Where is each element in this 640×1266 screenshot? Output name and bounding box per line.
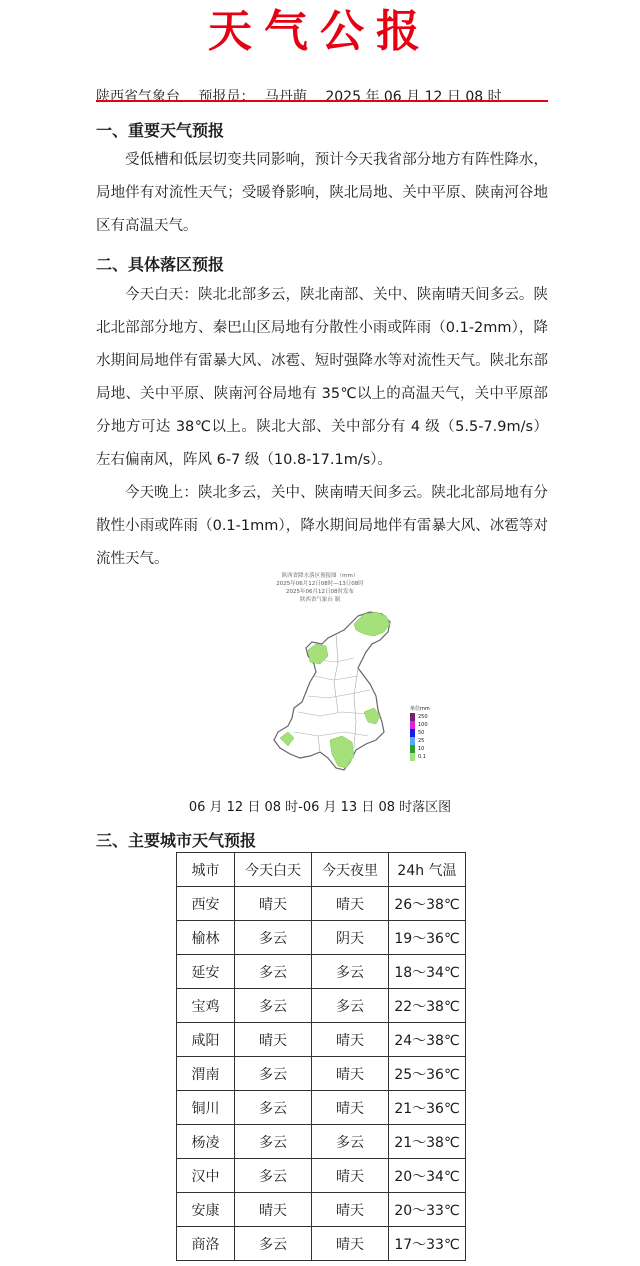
night-weather: 多云: [312, 989, 389, 1023]
section1-text: [96, 144, 548, 243]
legend-item: [410, 729, 430, 737]
night-forecast-paragraph: 今天晚上：陕北多云，关中、陕南晴天间多云。陕北北部局地有分散性小雨或阵雨（0.1-1mm），降水期间局地伴有雷暴大风、冰雹等对流性天气。: [96, 485, 548, 567]
temperature-range: 21～38℃: [389, 1125, 466, 1159]
temperature-range: 21～36℃: [389, 1091, 466, 1125]
column-header-city: 城市: [177, 853, 235, 887]
temperature-range: 20～34℃: [389, 1159, 466, 1193]
table-row: [177, 1091, 466, 1125]
temperature-range: 26～38℃: [389, 887, 466, 921]
section2-heading: 二、具体落区预报: [96, 255, 225, 274]
section2-text: [96, 279, 548, 576]
city-name: 榆林: [177, 921, 235, 955]
table-row: [177, 989, 466, 1023]
city-name: 宝鸡: [177, 989, 235, 1023]
map-maker: 陕西省气象台 制: [299, 597, 341, 603]
legend-label: 250: [418, 713, 428, 720]
night-weather: 晴天: [312, 887, 389, 921]
map-title: 陕西省降水落区预报图（mm）: [281, 573, 359, 579]
forecaster-name: 马丹萌: [264, 89, 307, 105]
table-row: [177, 921, 466, 955]
legend-swatch: [410, 745, 415, 753]
city-name: 西安: [177, 887, 235, 921]
city-name: 商洛: [177, 1227, 235, 1261]
city-name: 延安: [177, 955, 235, 989]
table-row: [177, 1227, 466, 1261]
temperature-range: 18～34℃: [389, 955, 466, 989]
night-weather: 晴天: [312, 1227, 389, 1261]
map-legend: [410, 706, 430, 761]
header-divider: [96, 100, 548, 102]
bulletin-header: [96, 86, 516, 106]
legend-item: [410, 737, 430, 745]
map-issued: 2025年06月12日08时发布: [286, 589, 354, 595]
legend-label: 100: [418, 721, 428, 728]
legend-item: [410, 721, 430, 729]
table-header-row: [177, 853, 466, 887]
night-weather: 晴天: [312, 1159, 389, 1193]
table-row: [177, 1159, 466, 1193]
legend-item: [410, 713, 430, 721]
city-name: 杨凌: [177, 1125, 235, 1159]
city-rows: [177, 887, 466, 1261]
city-forecast-table: [176, 852, 466, 1261]
map-period: 2025年06月12日08时—13日08时: [276, 581, 364, 587]
day-weather: 晴天: [235, 1193, 312, 1227]
station-name: 陕西省气象台: [96, 89, 180, 105]
day-weather: 多云: [235, 1159, 312, 1193]
night-weather: 晴天: [312, 1023, 389, 1057]
issue-time: 2025 年 06 月 12 日 08 时: [325, 89, 502, 105]
legend-swatch: [410, 753, 415, 761]
day-weather: 晴天: [235, 1023, 312, 1057]
map-caption: 06 月 12 日 08 时-06 月 13 日 08 时落区图: [188, 800, 452, 815]
section3-heading: 三、主要城市天气预报: [96, 831, 257, 850]
table-row: [177, 955, 466, 989]
day-weather: 多云: [235, 1057, 312, 1091]
city-name: 安康: [177, 1193, 235, 1227]
temperature-range: 24～38℃: [389, 1023, 466, 1057]
night-weather: 晴天: [312, 1193, 389, 1227]
table-row: [177, 887, 466, 921]
city-name: 咸阳: [177, 1023, 235, 1057]
bulletin-title: 天气公报: [208, 6, 432, 57]
legend-label: 50: [418, 729, 425, 736]
legend-swatch: [410, 713, 415, 721]
precipitation-map: [258, 572, 438, 784]
day-weather: 多云: [235, 1125, 312, 1159]
night-weather: 晴天: [312, 1091, 389, 1125]
day-weather: 多云: [235, 921, 312, 955]
temperature-range: 25～36℃: [389, 1057, 466, 1091]
table-row: [177, 1125, 466, 1159]
important-weather-paragraph: 受低槽和低层切变共同影响，预计今天我省部分地方有阵性降水，局地伴有对流性天气；受暖脊影响，陕北局地、关中平原、陕南河谷地区有高温天气。: [96, 152, 548, 234]
legend-label: 10: [418, 745, 425, 752]
temperature-range: 17～33℃: [389, 1227, 466, 1261]
city-name: 汉中: [177, 1159, 235, 1193]
legend-swatch: [410, 737, 415, 745]
table-row: [177, 1193, 466, 1227]
temperature-range: 20～33℃: [389, 1193, 466, 1227]
city-name: 渭南: [177, 1057, 235, 1091]
table-row: [177, 1057, 466, 1091]
temperature-range: 22～38℃: [389, 989, 466, 1023]
day-weather: 多云: [235, 989, 312, 1023]
forecaster-label: 预报员：: [198, 89, 255, 105]
day-weather: 多云: [235, 955, 312, 989]
day-weather: 晴天: [235, 887, 312, 921]
day-weather: 多云: [235, 1091, 312, 1125]
table-row: [177, 1023, 466, 1057]
night-weather: 晴天: [312, 1057, 389, 1091]
legend-label: 25: [418, 737, 425, 744]
legend-swatch: [410, 721, 415, 729]
column-header-day: 今天白天: [235, 853, 312, 887]
section1-heading: 一、重要天气预报: [96, 121, 225, 140]
legend-items: [410, 713, 430, 761]
legend-item: [410, 745, 430, 753]
temperature-range: 19～36℃: [389, 921, 466, 955]
night-weather: 阴天: [312, 921, 389, 955]
legend-title: 单位mm: [410, 706, 430, 712]
legend-label: 0.1: [418, 753, 426, 760]
daytime-forecast-paragraph: 今天白天：陕北北部多云，陕北南部、关中、陕南晴天间多云。陕北北部部分地方、秦巴山区局地有分散性小雨或阵雨（0.1-2mm），降水期间局地伴有雷暴大风、冰雹、短时强降水等对流性天气。陕北东部局地、关中平原、陕南河谷局地有 35℃以上的高温天气，关中平原部分地方可达 38℃以上。陕北大部、关中部分有 4 级（5.5-7.9m/s）左右偏南风，阵风 6-7 级（10.8-17.1m/s）。: [96, 287, 548, 468]
column-header-night: 今天夜里: [312, 853, 389, 887]
legend-item: [410, 753, 430, 761]
city-name: 铜川: [177, 1091, 235, 1125]
legend-swatch: [410, 729, 415, 737]
day-weather: 多云: [235, 1227, 312, 1261]
column-header-temp: 24h 气温: [389, 853, 466, 887]
night-weather: 多云: [312, 955, 389, 989]
night-weather: 多云: [312, 1125, 389, 1159]
